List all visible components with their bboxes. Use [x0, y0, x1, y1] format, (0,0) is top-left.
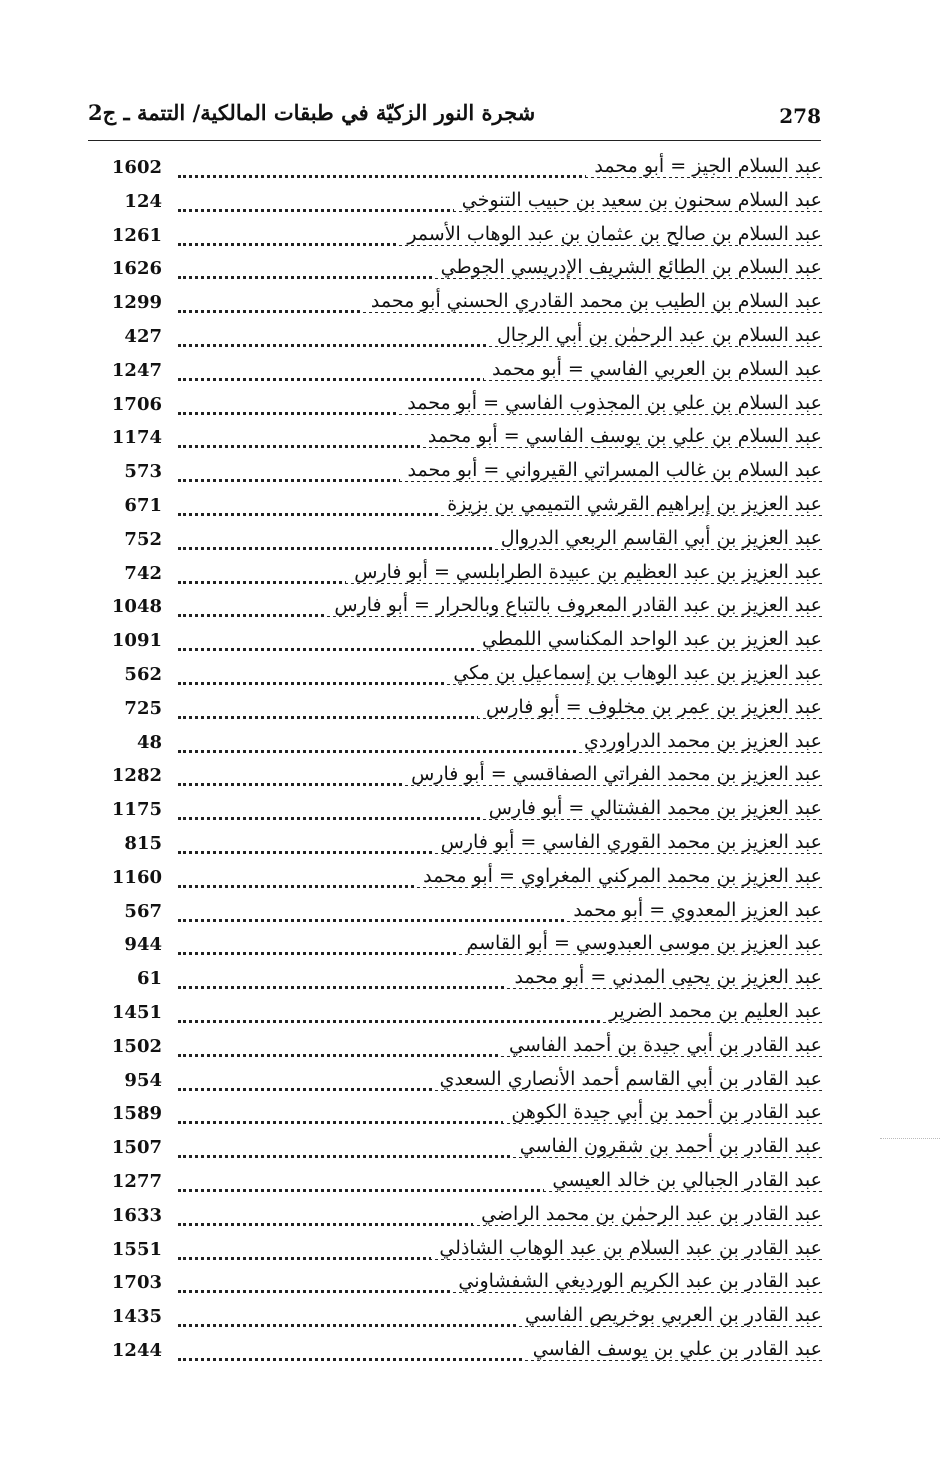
entry-page-number: 1261	[111, 224, 162, 246]
entry-name: عبد العليم بن محمد الضرير	[601, 1000, 822, 1022]
entry-page-number: 1551	[111, 1238, 162, 1260]
entry-page-number: 427	[124, 325, 162, 347]
entry-name: عبد العزيز بن يحيى المدني = أبو محمد	[506, 966, 822, 988]
entry-name: عبد السلام بن العربي الفاسي = أبو محمد	[484, 358, 822, 380]
index-entry	[100, 1133, 822, 1167]
index-entry	[100, 930, 822, 964]
index-entry	[100, 829, 822, 863]
entry-name: عبد القادر الجبالي بن خالد العيسي	[544, 1169, 822, 1191]
index-entry	[100, 1032, 822, 1066]
entry-name: عبد العزيز بن أبي القاسم الربعي الدروال	[493, 527, 822, 549]
entry-page-number: 1174	[111, 427, 162, 449]
index-entry	[100, 1336, 822, 1370]
index-entry	[100, 660, 822, 694]
entry-name: عبد العزيز بن محمد الدراوردي	[576, 730, 822, 752]
entry-name: عبد السلام بن الطائع الشريف الإدريسي الجوطي	[433, 256, 822, 278]
entry-page-number: 1507	[111, 1137, 162, 1159]
index-entry	[100, 694, 822, 728]
entry-page-number: 1048	[111, 596, 162, 618]
index-entry	[100, 491, 822, 525]
entry-page-number: 1451	[111, 1001, 162, 1023]
entry-page-number: 1502	[111, 1035, 162, 1057]
entry-page-number: 1091	[111, 630, 162, 652]
index-entry	[100, 221, 822, 255]
entry-page-number: 1277	[111, 1170, 162, 1192]
index-entry	[100, 423, 822, 457]
index-entry	[100, 1235, 822, 1269]
index-entry	[100, 1167, 822, 1201]
entry-page-number: 1282	[111, 765, 162, 787]
running-title: شجرة النور الزكيّة في طبقات المالكية/ التتمة ـ ج2	[88, 100, 536, 125]
entry-page-number: 742	[124, 562, 162, 584]
entry-name: عبد القادر بن أحمد بن أبي جيدة الكوهن	[503, 1101, 822, 1123]
header-rule	[88, 140, 821, 141]
index-entry	[100, 1066, 822, 1100]
index-entry	[100, 187, 822, 221]
entry-name: عبد العزيز بن عمر بن مخلوف = أبو فارس	[478, 696, 822, 718]
index-entry	[100, 559, 822, 593]
entry-name: عبد السلام بن علي بن يوسف الفاسي = أبو محمد	[420, 425, 822, 447]
index-entry	[100, 153, 822, 187]
index-entry	[100, 1302, 822, 1336]
entry-page-number: 1247	[111, 359, 162, 381]
entry-page-number: 1299	[111, 292, 162, 314]
entry-name: عبد السلام بن عبد الرحمٰن بن أبي الرجال	[489, 324, 822, 346]
entry-name: عبد السلام سحنون بن سعيد بن حبيب التنوخي	[454, 189, 822, 211]
entry-name: عبد السلام بن صالح بن عثمان بن عبد الوهاب الأسمر	[399, 223, 822, 245]
index-entry	[100, 626, 822, 660]
entry-name: عبد العزيز بن عبد القادر المعروف بالتباع وبالحرار = أبو فارس	[326, 594, 822, 616]
index-entry	[100, 1268, 822, 1302]
index-entry	[100, 1099, 822, 1133]
entry-name: عبد العزيز بن محمد الفشتالي = أبو فارس	[481, 797, 822, 819]
entry-page-number: 48	[136, 731, 162, 753]
entry-page-number: 124	[124, 190, 162, 212]
index-entry	[100, 998, 822, 1032]
entry-page-number: 1244	[111, 1339, 162, 1361]
entry-name: عبد القادر بن أبي القاسم أحمد الأنصاري السعدي	[432, 1068, 822, 1090]
page-header	[88, 100, 821, 136]
entry-name: عبد العزيز بن محمد القوري الفاسي = أبو فارس	[433, 831, 822, 853]
entry-page-number: 954	[124, 1069, 162, 1091]
index-entry	[100, 592, 822, 626]
index-entry	[100, 457, 822, 491]
entry-name: عبد القادر بن علي بن يوسف الفاسي	[525, 1338, 822, 1360]
index-entry	[100, 254, 822, 288]
entry-page-number: 1589	[111, 1103, 162, 1125]
entry-page-number: 725	[124, 697, 162, 719]
index-entry	[100, 322, 822, 356]
entry-page-number: 1703	[111, 1272, 162, 1294]
entry-page-number: 1175	[111, 799, 162, 821]
entry-page-number: 61	[136, 968, 162, 990]
index-entry	[100, 761, 822, 795]
entry-name: عبد العزيز بن محمد الفراتي الصفاقسي = أبو فارس	[403, 763, 822, 785]
entry-page-number: 1602	[111, 157, 162, 178]
index-entry	[100, 863, 822, 897]
index-entries	[100, 153, 822, 1370]
entry-name: عبد السلام بن علي بن المجذوب الفاسي = أبو محمد	[399, 392, 822, 414]
entry-name: عبد السلام الجيز = أبو محمد	[586, 155, 822, 177]
entry-name: عبد العزيز بن عبد الواحد المكناسي اللمطي	[474, 628, 822, 650]
entry-name: عبد القادر بن عبد الكريم الورديغي الشفشاوني	[450, 1270, 822, 1292]
index-entry	[100, 964, 822, 998]
entry-name: عبد القادر بن أحمد بن شقرون الفاسي	[512, 1135, 822, 1157]
entry-page-number: 815	[124, 832, 162, 854]
entry-page-number: 573	[124, 461, 162, 483]
entry-name: عبد العزيز بن عبد العظيم بن عبيدة الطرابلسي = أبو فارس	[346, 561, 822, 583]
index-entry	[100, 897, 822, 931]
entry-name: عبد العزيز بن عبد الوهاب بن إسماعيل بن مكي	[445, 662, 822, 684]
entry-page-number: 1160	[111, 866, 162, 888]
index-entry	[100, 525, 822, 559]
entry-page-number: 944	[124, 934, 162, 956]
index-entry	[100, 288, 822, 322]
entry-page-number: 567	[124, 900, 162, 922]
entry-page-number: 1626	[111, 258, 162, 280]
entry-page-number: 1435	[111, 1306, 162, 1328]
entry-name: عبد القادر بن عبد الرحمٰن بن محمد الراضي	[473, 1203, 822, 1225]
index-entry	[100, 390, 822, 424]
entry-name: عبد العزيز بن إبراهيم القرشي التميمي بن بزيزة	[439, 493, 822, 515]
entry-name: عبد السلام بن غالب المسراتي القيرواني = أبو محمد	[400, 459, 822, 481]
entry-name: عبد القادر بن أبي جيدة بن أحمد الفاسي	[501, 1034, 822, 1056]
entry-name: عبد السلام بن الطيب بن محمد القادري الحسني أبو محمد	[363, 290, 822, 312]
entry-name: عبد العزيز بن محمد المركني المغراوي = أبو محمد	[415, 865, 822, 887]
page-number: 278	[779, 104, 821, 128]
entry-page-number: 562	[124, 663, 162, 685]
entry-page-number: 752	[124, 528, 162, 550]
index-entry	[100, 1201, 822, 1235]
entry-name: عبد العزيز بن موسى العبدوسي = أبو القاسم	[458, 932, 822, 954]
margin-mark	[880, 1138, 940, 1139]
entry-name: عبد العزيز المعدوي = أبو محمد	[565, 899, 822, 921]
index-entry	[100, 728, 822, 762]
entry-page-number: 671	[124, 494, 162, 516]
entry-name: عبد القادر بن العربي بوخريص الفاسي	[517, 1304, 822, 1326]
entry-name: عبد القادر بن عبد السلام بن عبد الوهاب الشاذلي	[431, 1237, 822, 1259]
entry-page-number: 1633	[111, 1204, 162, 1226]
index-entry	[100, 795, 822, 829]
index-entry	[100, 356, 822, 390]
entry-page-number: 1706	[111, 393, 162, 415]
